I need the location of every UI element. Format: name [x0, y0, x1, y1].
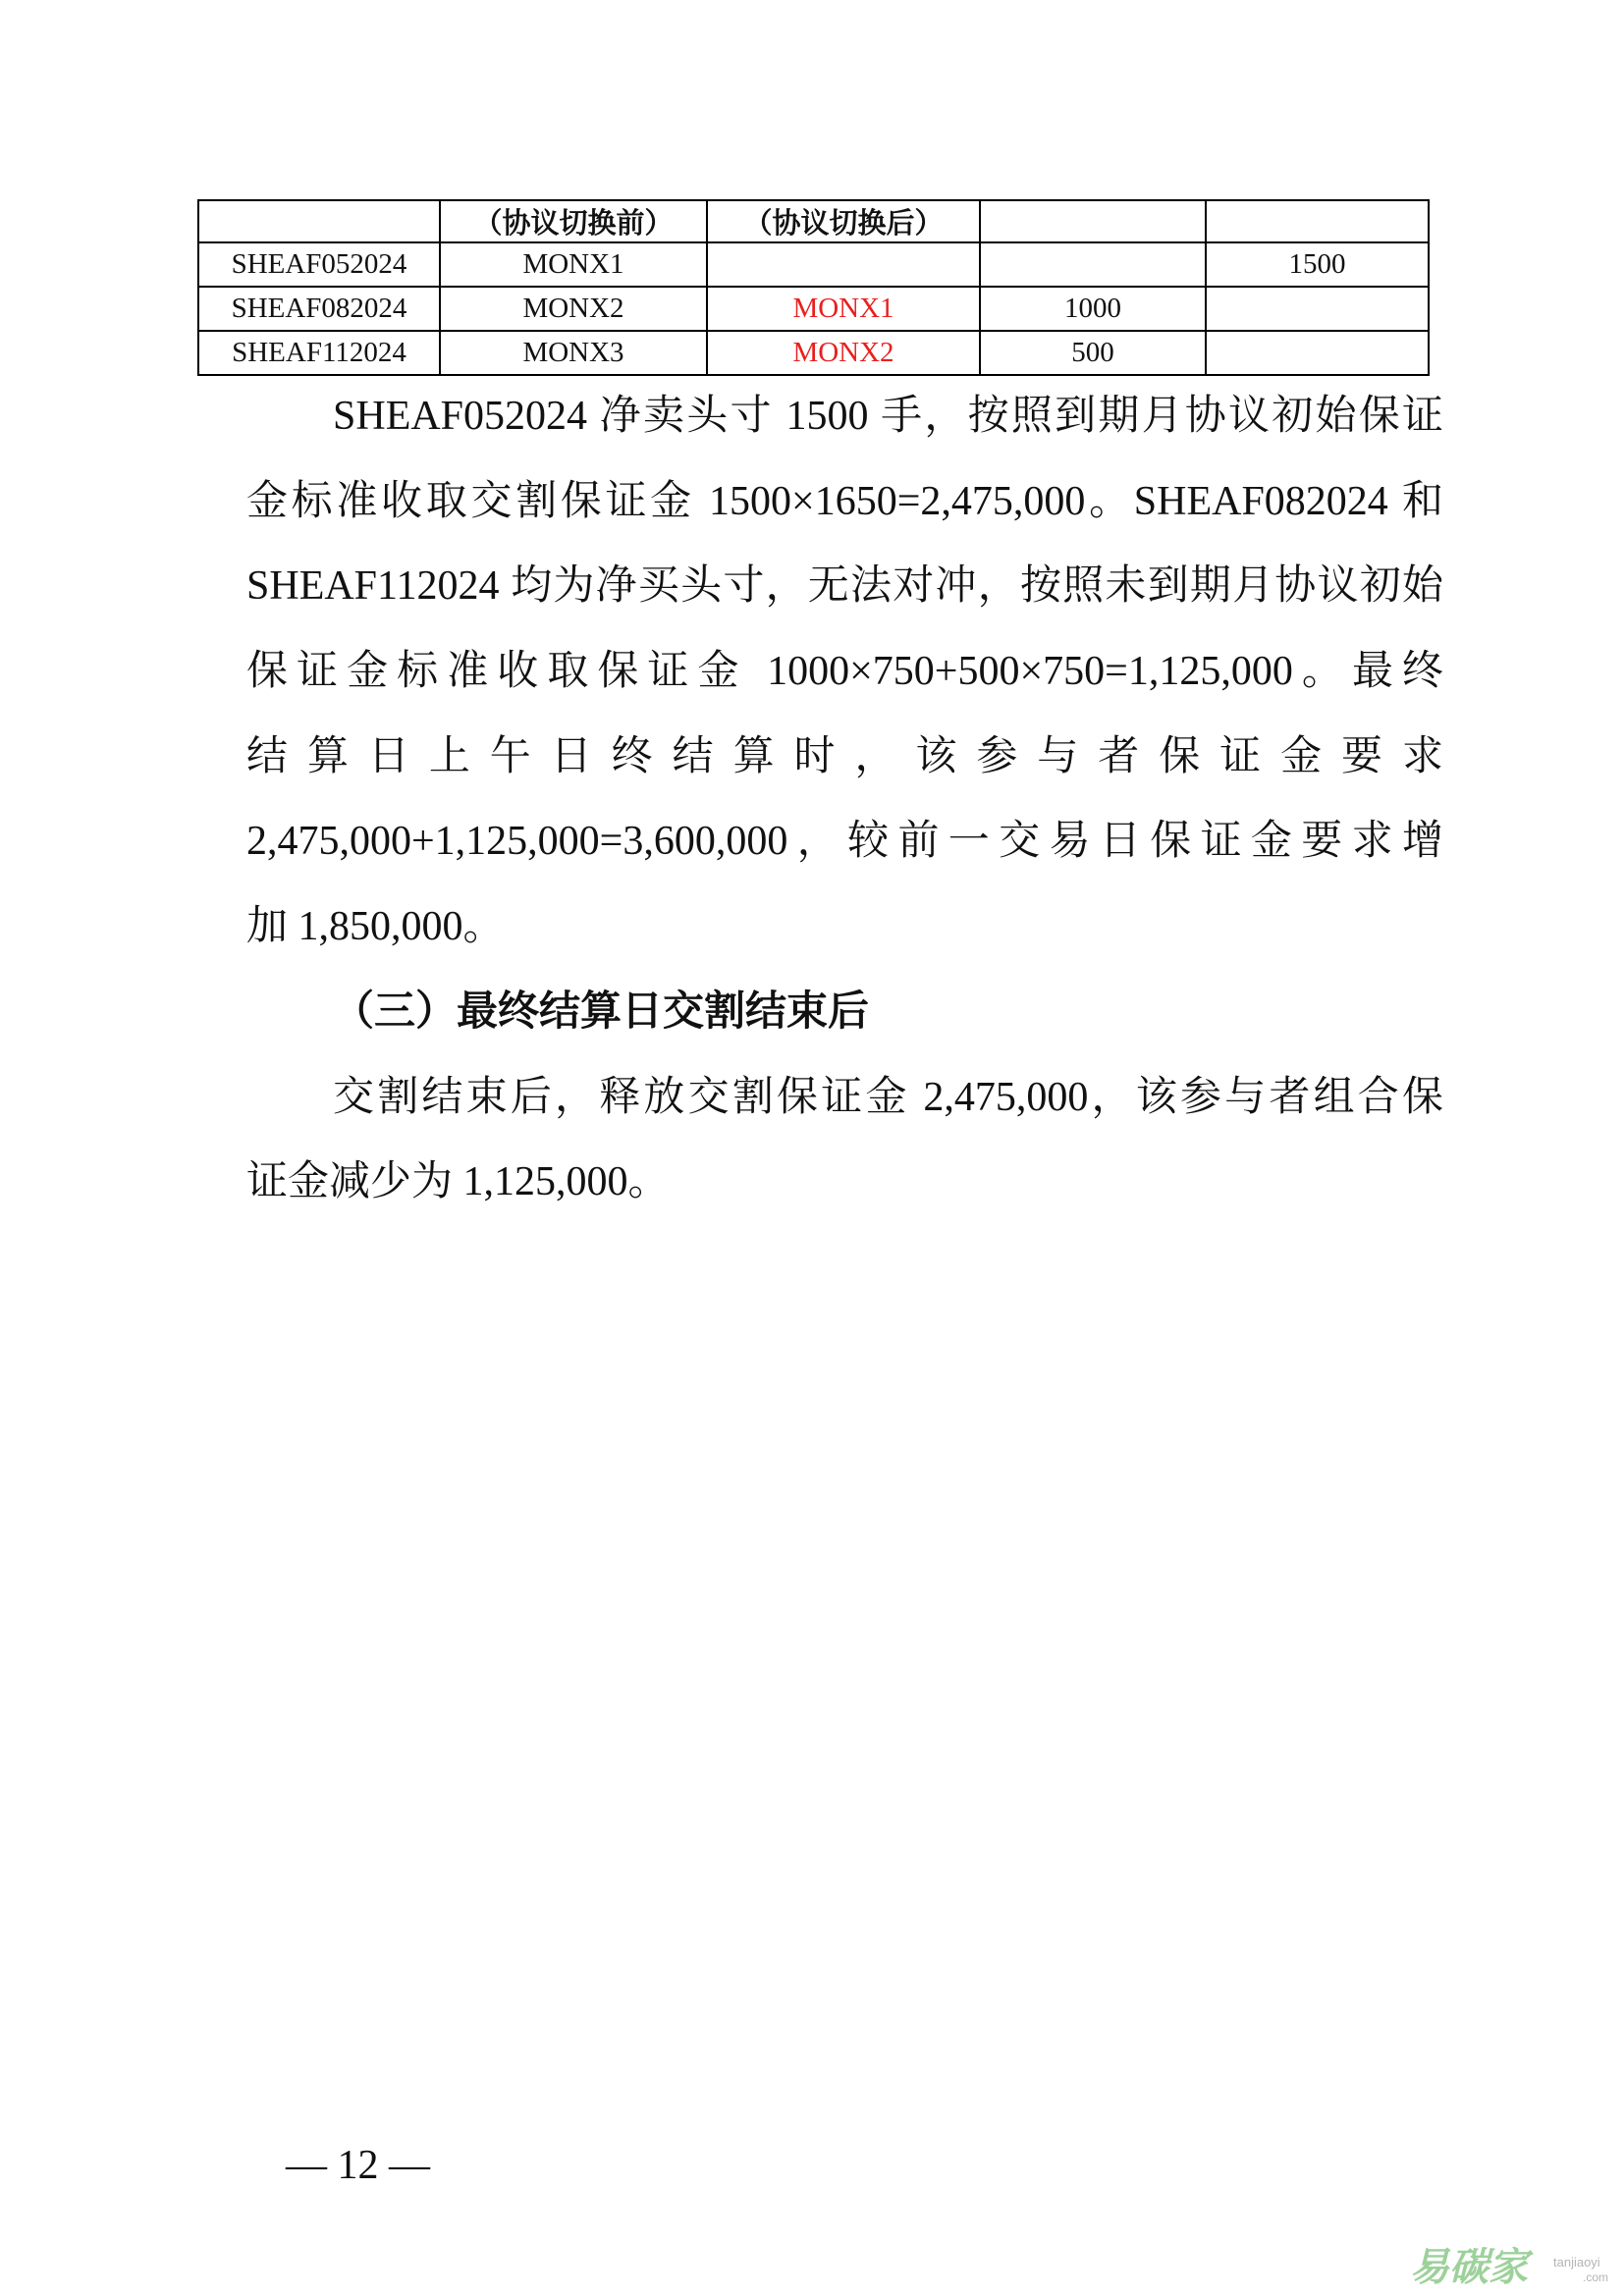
- table-cell: 500: [980, 331, 1206, 375]
- table-cell: SHEAF082024: [198, 287, 440, 331]
- paragraph-line: 证金减少为 1,125,000。: [246, 1159, 670, 1205]
- table-cell: SHEAF052024: [198, 242, 440, 287]
- table-cell: SHEAF112024: [198, 331, 440, 375]
- paragraph-line: 保证金标准收取保证金 1000×750+500×750=1,125,000。最终: [246, 649, 1443, 695]
- paragraph-line: SHEAF112024 均为净买头寸，无法对冲，按照未到期月协议初始: [246, 563, 1443, 610]
- body-text: [246, 374, 1443, 1225]
- table-cell: MONX1: [440, 242, 707, 287]
- table-header-cell: （协议切换前）: [440, 200, 707, 242]
- table-cell: 1500: [1206, 242, 1429, 287]
- table-cell: [1206, 331, 1429, 375]
- table-header-cell: [1206, 200, 1429, 242]
- position-table: [197, 199, 1430, 376]
- watermark-brand: 易碳家: [1410, 2245, 1528, 2289]
- paragraph-line: 金标准收取交割保证金 1500×1650=2,475,000。SHEAF082024 和: [246, 478, 1443, 524]
- table-row: [198, 242, 1429, 287]
- table-header-cell: [980, 200, 1206, 242]
- table-header-cell: [198, 200, 440, 242]
- watermark-logo: [1410, 2244, 1618, 2293]
- table-cell: 1000: [980, 287, 1206, 331]
- table-cell: [1206, 287, 1429, 331]
- paragraph-line: 加 1,850,000。: [246, 904, 505, 950]
- table-cell: MONX3: [440, 331, 707, 375]
- table-cell: [980, 242, 1206, 287]
- table-header-cell: （协议切换后）: [707, 200, 980, 242]
- table-header-row: [198, 200, 1429, 242]
- watermark-domain: tanjiaoyi: [1553, 2255, 1600, 2269]
- paragraph-line: 结算日上午日终结算时，该参与者保证金要求: [246, 733, 1443, 779]
- table-row: [198, 331, 1429, 375]
- table-cell-highlighted: MONX1: [707, 287, 980, 331]
- table-row: [198, 287, 1429, 331]
- page-number: — 12 —: [286, 2143, 430, 2188]
- paragraph-line: SHEAF052024 净卖头寸 1500 手，按照到期月协议初始保证: [333, 394, 1443, 439]
- table-cell: [707, 242, 980, 287]
- paragraph-line: 2,475,000+1,125,000=3,600,000，较前一交易日保证金要求增: [246, 819, 1443, 865]
- section-heading: （三）最终结算日交割结束后: [333, 988, 870, 1035]
- watermark-suffix: .com: [1583, 2270, 1609, 2284]
- paragraph-line: 交割结束后，释放交割保证金 2,475,000，该参与者组合保: [333, 1074, 1443, 1120]
- table-cell-highlighted: MONX2: [707, 331, 980, 375]
- table-cell: MONX2: [440, 287, 707, 331]
